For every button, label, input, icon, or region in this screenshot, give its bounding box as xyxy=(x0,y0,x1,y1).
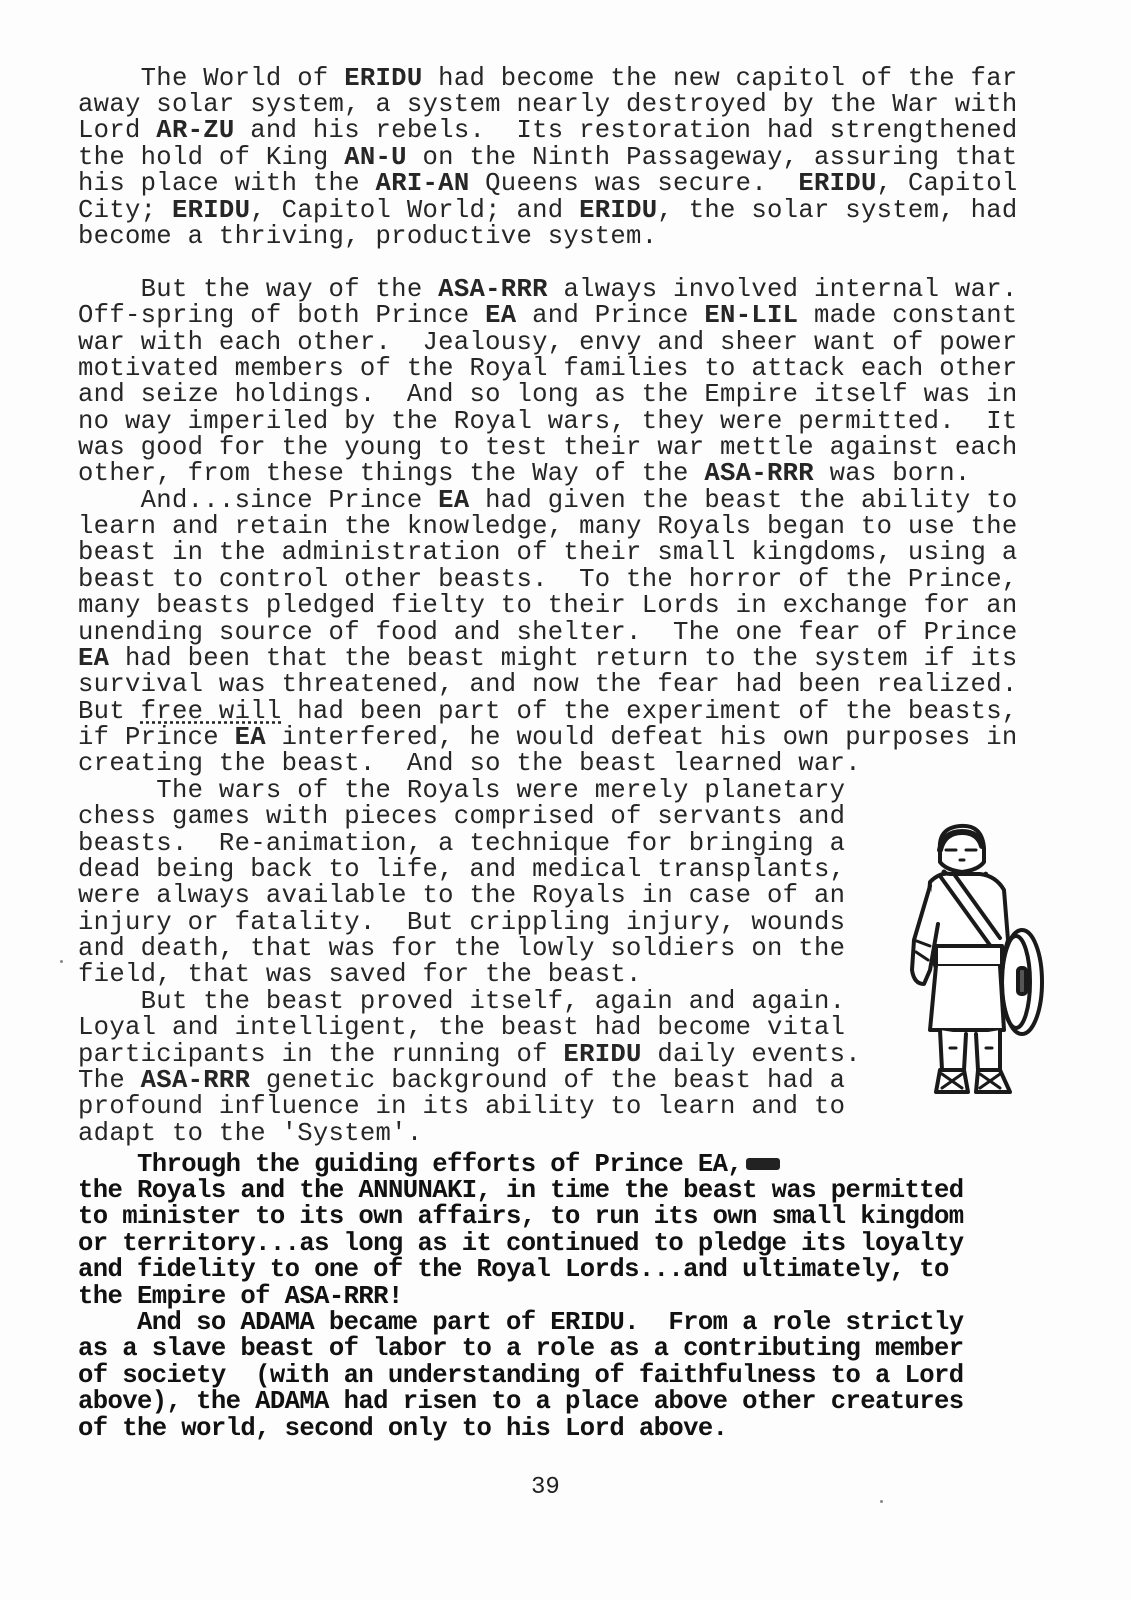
proper-noun: ADAMA xyxy=(255,1387,329,1416)
text-line xyxy=(78,1389,964,1415)
proper-noun: ADAMA xyxy=(240,1308,315,1337)
proper-noun: ERIDU xyxy=(550,1308,625,1337)
text-segment: always involved internal war. xyxy=(547,275,1018,304)
text-line xyxy=(78,989,845,1015)
text-segment: beast to control other beasts. To the horror of the Prince, xyxy=(78,565,1018,594)
text-line xyxy=(78,435,1018,461)
text-line xyxy=(78,1015,845,1041)
text-segment: motivated members of the Royal families to attack each other xyxy=(78,354,1018,383)
text-segment: , Capitol World; and xyxy=(250,196,580,225)
text-line xyxy=(78,198,1018,224)
text-segment: , Capitol xyxy=(876,169,1018,198)
text-segment: But xyxy=(78,697,141,726)
text-line xyxy=(78,593,1018,619)
text-line xyxy=(78,1152,780,1178)
text-segment: But the beast proved itself, again and again. xyxy=(78,987,846,1016)
text-segment: the Royals and the xyxy=(78,1176,359,1205)
text-segment: as a slave beast of labor to a role as a contributing member xyxy=(78,1334,964,1363)
proper-noun: EA xyxy=(438,486,470,515)
text-line xyxy=(78,831,845,857)
text-line xyxy=(78,540,1018,566)
text-segment: participants in the running of xyxy=(78,1040,564,1069)
text-line xyxy=(78,118,1018,144)
text-segment: , the solar system, had xyxy=(657,196,1018,225)
text-segment: adapt to the 'System'. xyxy=(78,1119,423,1148)
text-segment: to minister to its own affairs, to run its own small kingdom xyxy=(78,1202,964,1231)
text-segment: Lord xyxy=(78,116,157,145)
text-segment: of society (with an understanding of faithfulness to a Lord xyxy=(78,1361,964,1390)
proper-noun: ERIDU xyxy=(798,169,877,198)
text-line xyxy=(78,1231,964,1257)
text-segment: . From a role strictly xyxy=(624,1308,964,1337)
text-segment: beasts. Re-animation, a technique for bringing a xyxy=(78,829,846,858)
text-segment: learn and retain the knowledge, many Royals began to use the xyxy=(78,512,1018,541)
text-line xyxy=(78,883,845,909)
struck-out-word xyxy=(746,1158,780,1170)
text-segment: genetic background of the beast had a xyxy=(250,1066,846,1095)
proper-noun: EA xyxy=(697,1150,728,1179)
text-line xyxy=(78,804,845,830)
text-line xyxy=(78,1204,964,1230)
proper-noun: ASA-RRR xyxy=(284,1282,388,1311)
text-segment: Off-spring of both Prince xyxy=(78,301,486,330)
text-segment: were always available to the Royals in case of an xyxy=(78,881,846,910)
text-line xyxy=(78,1094,845,1120)
text-segment: And so xyxy=(78,1308,241,1337)
text-segment: made constant xyxy=(798,301,1018,330)
warrior-with-shield-icon xyxy=(900,820,1045,1100)
text-segment: and his rebels. Its restoration had strengthened xyxy=(234,116,1018,145)
text-segment: became part of xyxy=(314,1308,551,1337)
text-segment: had become the new capitol of the far xyxy=(422,64,1018,93)
text-segment: interfered, he would defeat his own purposes in xyxy=(265,723,1018,752)
text-line xyxy=(78,751,861,777)
text-segment: creating the beast. And so the beast learned war. xyxy=(78,749,861,778)
text-segment: City; xyxy=(78,196,172,225)
text-line xyxy=(78,145,1018,171)
proper-noun: EA xyxy=(234,723,266,752)
text-line xyxy=(78,277,1018,303)
text-line xyxy=(78,461,971,487)
proper-noun: ERIDU xyxy=(344,64,423,93)
text-segment: ! xyxy=(387,1282,403,1311)
text-segment: was good for the young to test their war mettle against each xyxy=(78,433,1018,462)
text-segment: dead being back to life, and medical transplants, xyxy=(78,855,846,884)
page-number: 39 xyxy=(531,1474,560,1501)
text-line xyxy=(78,1121,423,1147)
proper-noun: ERIDU xyxy=(171,196,251,225)
proper-noun: ARI-AN xyxy=(375,169,470,198)
text-line xyxy=(78,857,845,883)
proper-noun: ASA-RRR xyxy=(704,459,814,488)
text-segment: profound influence in its ability to learn and to xyxy=(78,1092,846,1121)
text-segment: if Prince xyxy=(78,723,235,752)
text-line xyxy=(78,1068,845,1094)
text-segment: many beasts pledged fielty to their Lords in exchange for an xyxy=(78,591,1018,620)
text-line xyxy=(78,1042,861,1068)
text-line xyxy=(78,514,1018,540)
text-segment: And...since Prince xyxy=(78,486,439,515)
text-line xyxy=(78,936,845,962)
text-segment: of the world, second only to his Lord above. xyxy=(78,1414,728,1443)
text-line xyxy=(78,1284,403,1310)
text-line xyxy=(78,66,1018,92)
text-line xyxy=(78,725,1018,751)
proper-noun: EA xyxy=(485,301,517,330)
text-segment: injury or fatality. But crippling injury, wounds xyxy=(78,908,846,937)
proper-noun: ERIDU xyxy=(563,1040,642,1069)
text-line xyxy=(78,330,1018,356)
text-segment: , in time the beast was permitted xyxy=(476,1176,964,1205)
text-line xyxy=(78,382,1018,408)
text-segment: The World of xyxy=(78,64,345,93)
text-segment: unending source of food and shelter. The one fear of Prince xyxy=(78,618,1018,647)
text-segment: war with each other. Jealousy, envy and sheer want of power xyxy=(78,328,1018,357)
text-segment: field, that was saved for the beast. xyxy=(78,960,642,989)
text-line xyxy=(78,567,1018,593)
scan-speck xyxy=(880,1500,883,1503)
proper-noun: ASA-RRR xyxy=(438,275,548,304)
text-segment: and death, that was for the lowly soldiers on the xyxy=(78,934,846,963)
text-segment: had given the beast the ability to xyxy=(469,486,1018,515)
text-segment: become a thriving, productive system. xyxy=(78,222,658,251)
proper-noun: ERIDU xyxy=(579,196,658,225)
text-segment: But the way of the xyxy=(78,275,439,304)
text-segment: had been part of the experiment of the beasts, xyxy=(281,697,1018,726)
proper-noun: EN-LIL xyxy=(704,301,799,330)
proper-noun: ASA-RRR xyxy=(140,1066,251,1095)
text-segment: beast in the administration of their small kingdoms, using a xyxy=(78,538,1018,567)
text-segment: his place with the xyxy=(78,169,376,198)
proper-noun: AN-U xyxy=(344,143,407,172)
text-segment: Loyal and intelligent, the beast had become vital xyxy=(78,1013,846,1042)
text-segment: survival was threatened, and now the fear had been realized. xyxy=(78,670,1018,699)
text-segment: , xyxy=(727,1150,743,1179)
text-line xyxy=(78,92,1018,118)
text-line xyxy=(78,1257,949,1283)
text-segment: and fidelity to one of the Royal Lords...and ultimately, to xyxy=(78,1255,949,1284)
text-line xyxy=(78,1336,964,1362)
text-segment: chess games with pieces comprised of servants and xyxy=(78,802,846,831)
underlined-phrase: free will xyxy=(140,697,282,726)
text-line xyxy=(78,224,657,250)
text-line xyxy=(78,672,1018,698)
text-line xyxy=(78,910,845,936)
text-line xyxy=(78,488,1018,514)
text-segment: away solar system, a system nearly destroyed by the War with xyxy=(78,90,1018,119)
text-segment: the Empire of xyxy=(78,1282,285,1311)
text-segment: other, from these things the Way of the xyxy=(78,459,705,488)
text-segment: and Prince xyxy=(516,301,705,330)
text-segment: the hold of King xyxy=(78,143,345,172)
text-line xyxy=(78,620,1018,646)
text-segment: on the Ninth Passageway, assuring that xyxy=(406,143,1018,172)
text-line xyxy=(78,1416,727,1442)
proper-noun: AR-ZU xyxy=(156,116,235,145)
text-line xyxy=(78,962,642,988)
proper-noun: ANNUNAKI xyxy=(358,1176,477,1205)
text-segment: no way imperiled by the Royal wars, they were permitted. It xyxy=(78,407,1018,436)
text-line xyxy=(78,303,1018,329)
text-segment: The wars of the Royals were merely planetary xyxy=(78,776,846,805)
text-line xyxy=(78,1178,964,1204)
text-line xyxy=(78,356,1018,382)
text-segment: Through the guiding efforts of Prince xyxy=(78,1150,698,1179)
text-segment: or territory...as long as it continued to pledge its loyalty xyxy=(78,1229,964,1258)
text-segment: had risen to a place above other creatures xyxy=(328,1387,964,1416)
text-segment: had been that the beast might return to the system if its xyxy=(109,644,1018,673)
text-line xyxy=(78,171,1018,197)
text-segment: above), the xyxy=(78,1387,256,1416)
text-line xyxy=(78,778,845,804)
text-line xyxy=(78,699,1018,725)
text-line xyxy=(78,1310,964,1336)
text-segment: The xyxy=(78,1066,141,1095)
text-segment: was born. xyxy=(813,459,971,488)
scan-speck xyxy=(60,960,63,963)
proper-noun: EA xyxy=(78,644,110,673)
text-segment: Queens was secure. xyxy=(469,169,799,198)
text-segment: daily events. xyxy=(641,1040,861,1069)
text-segment: and seize holdings. And so long as the Empire itself was in xyxy=(78,380,1018,409)
text-line xyxy=(78,646,1018,672)
text-line xyxy=(78,1363,964,1389)
text-line xyxy=(78,409,1018,435)
